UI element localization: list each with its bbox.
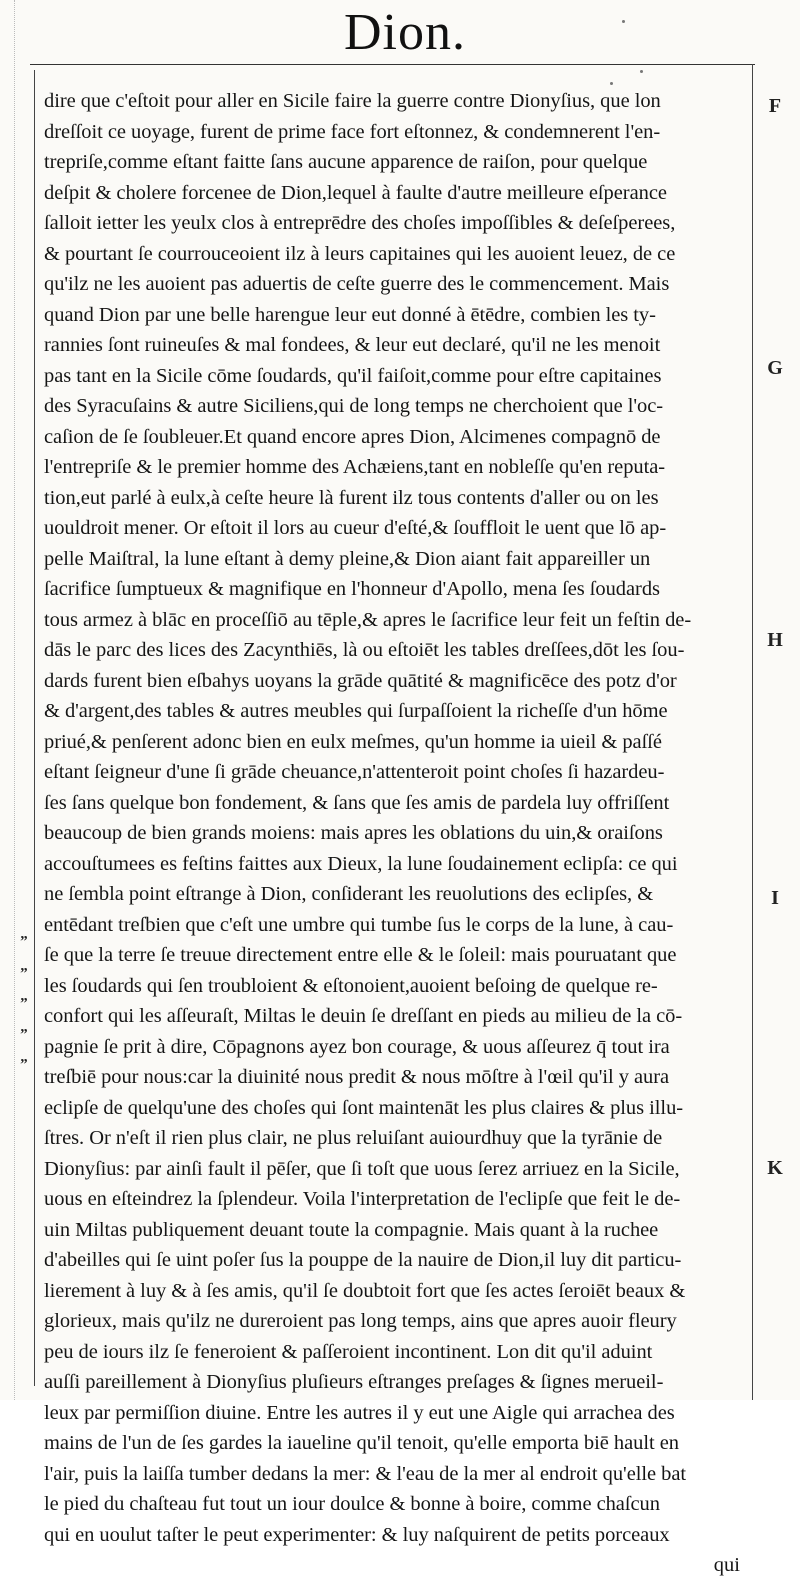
text-line: trepriſe,comme eſtant faitte ſans aucune apparence de raiſon, pour quelque [44, 151, 648, 173]
text-line: pagnie ſe prit à dire, Cōpagnons ayez bon courage, & uous aſſeurez q̄ tout ira [44, 1035, 670, 1058]
text-line: dreſſoit ce uoyage, furent de prime face fort eſtonnez, & condemnerent l'en- [44, 120, 661, 143]
header-rule [30, 64, 755, 65]
text-line: leux par permiſſion diuine. Entre les autres il y eut une Aigle qui arrachea des [44, 1401, 675, 1424]
text-line: qui en uoulut taſter le peut experimenter: & luy naſquirent de petits porceaux [44, 1523, 670, 1546]
running-title: Dion. [344, 4, 466, 61]
left-margin-rule [34, 70, 35, 1386]
text-line: priué,& penſerent adonc bien en eulx meſmes, qu'un homme ia uieil & paſſé [44, 730, 662, 753]
text-line: uous en eſteindrez la ſplendeur. Voila l'interpretation de l'eclipſe que feit le de- [44, 1188, 681, 1210]
margin-letter-g: G [767, 357, 783, 379]
text-line: & pourtant ſe courrouceoient ilz à leurs capitaines qui les auoient leuez, de ce [44, 242, 676, 265]
text-line: les ſoudards qui ſen troubloient & eſtonoient,auoient beſoing de quelque re- [44, 974, 658, 997]
text-line: tion,eut parlé à eulx,à ceſte heure là furent ilz tous contents d'aller ou on les [44, 486, 659, 509]
quotation-mark: „ [20, 926, 28, 942]
text-line: pelle Maiſtral, la lune eſtant à demy pleine,& Dion aiant fait appareiller un [44, 547, 651, 570]
ink-speck [622, 20, 625, 23]
text-line: d'abeilles qui ſe uint poſer ſus la pouppe de la nauire de Dion,il luy dit particu- [44, 1249, 682, 1271]
quotation-mark: „ [20, 1019, 28, 1035]
text-line: Dionyſius: par ainſi fault il pēſer, que ſi toſt que uous ſerez arriuez en la Sicile, [44, 1157, 680, 1180]
text-line: mains de l'un de ſes gardes la iaueline qu'il tenoit, qu'elle emporta biē hault en [44, 1432, 679, 1454]
ink-speck [610, 82, 613, 85]
catchword: qui [713, 1554, 740, 1576]
text-line: dās le parc des lices des Zacynthiēs, là ou eſtoiēt les tables dreſſees,dōt les ſou- [44, 639, 685, 661]
text-line: ſacrifice ſumptueux & magnifique en l'honneur d'Apollo, mena ſes ſoudards [44, 578, 660, 600]
text-line: caſion de ſe ſoubleuer.Et quand encore apres Dion, Alcimenes compagnō de [44, 425, 661, 448]
margin-letter-i: I [771, 887, 779, 909]
quotation-mark: „ [20, 1049, 28, 1065]
text-line: ſe que la terre ſe treuue directement entre elle & le ſoleil: mais pouruatant que [44, 944, 677, 966]
text-line: l'air, puis la laiſſa tumber dedans la mer: & l'eau de la mer al endroit qu'elle bat [44, 1462, 687, 1485]
text-line: qu'ilz ne les auoient pas aduertis de ceſte guerre des le commencement. Mais [44, 273, 670, 295]
text-line: ſalloit ietter les yeulx clos à entreprēdre des choſes impoſſibles & deſeſperees, [44, 212, 676, 234]
text-line: l'entrepriſe & le premier homme des Achæiens,tant en nobleſſe qu'en reputa- [44, 456, 666, 478]
page-edge-line [14, 0, 15, 1400]
margin-letter-f: F [768, 95, 782, 117]
text-line: beaucoup de bien grands moiens: mais apres les oblations du uin,& oraiſons [44, 822, 663, 844]
text-line: rannies ſont ruineuſes & mal fondees, & leur eut declaré, qu'il ne les menoit [44, 334, 661, 356]
text-line: ſtres. Or n'eſt il rien plus clair, ne plus reluiſant auiourdhuy que la tyrānie de [44, 1127, 663, 1149]
text-line: uin Miltas publiquement deuant toute la compagnie. Mais quant à la ruchee [44, 1218, 659, 1241]
text-line: ne ſembla point eſtrange à Dion, conſiderant les reuolutions des eclipſes, & [44, 883, 654, 905]
text-line: tous armez à blāc en proceſſiō au tēple,& apres le ſacrifice leur feit un feſtin de- [44, 608, 692, 631]
text-line: le pied du chaſteau fut tout un iour doulce & bonne à boire, comme chaſcun [44, 1493, 660, 1515]
text-line: eclipſe de quelqu'une des choſes qui ſont maintenāt les plus claires & plus illu- [44, 1096, 684, 1119]
text-line: des Syracuſains & autre Siciliens,qui de long temps ne cherchoient que l'oc- [44, 395, 664, 417]
text-line: pas tant en la Sicile cōme ſoudards, qu'il faiſoit,comme pour eſtre capitaines [44, 364, 662, 387]
text-line: lierement à luy & à ſes amis, qu'il ſe doubtoit fort que ſes actes ſeroiēt beaux & [44, 1279, 686, 1302]
text-line: treſbiē pour nous:car la diuinité nous predit & nous mōſtre à l'œil qu'il y aura [44, 1066, 670, 1088]
ink-speck [640, 70, 643, 73]
text-line: uouldroit mener. Or eſtoit il lors au cueur d'eſté,& ſouffloit le uent que lō ap- [44, 517, 667, 539]
body-text [44, 86, 748, 1581]
text-line: accouſtumees es feſtins faittes aux Dieux, la lune ſoudainement eclipſa: ce qui [44, 852, 678, 875]
text-line: peu de iours ilz ſe feneroient & paſſeroient incontinent. Lon dit qu'il aduint [44, 1340, 653, 1363]
text-line: eſtant ſeigneur d'une ſi grāde cheuance,n'attenteroit point choſes ſi hazardeu- [44, 761, 665, 783]
text-line: quand Dion par une belle harengue leur eut donné à ētēdre, combien les ty- [44, 303, 656, 326]
text-line: ſes ſans quelque bon fondement, & ſans que ſes amis de pardela luy offriſſent [44, 791, 670, 814]
right-margin-rule [752, 64, 753, 1400]
text-line: dards furent bien eſbahys uoyans la grāde quātité & magnificēce des potz d'or [44, 669, 677, 692]
text-line: & d'argent,des tables & autres meubles qui ſurpaſſoient la richeſſe d'un hōme [44, 700, 668, 722]
text-line: entēdant treſbien que c'eſt une umbre qui tumbe ſus le corps de la lune, à cau- [44, 913, 674, 936]
margin-letter-k: K [767, 1157, 783, 1179]
margin-letter-h: H [767, 629, 783, 651]
text-line: auſſi pareillement à Dionyſius pluſieurs eſtranges preſages & ſignes merueil- [44, 1371, 664, 1393]
quotation-mark: „ [20, 988, 28, 1004]
text-line: glorieux, mais qu'ilz ne dureroient pas long temps, ains que apres auoir fleury [44, 1310, 677, 1332]
text-line: confort qui les aſſeuraſt, Miltas le deuin ſe dreſſant en pieds au milieu de la cō- [44, 1005, 683, 1027]
quotation-mark: „ [20, 958, 28, 974]
text-line: deſpit & cholere forcenee de Dion,lequel à faulte d'autre meilleure eſperance [44, 181, 667, 204]
text-line: dire que c'eſtoit pour aller en Sicile faire la guerre contre Dionyſius, que lon [44, 90, 661, 112]
